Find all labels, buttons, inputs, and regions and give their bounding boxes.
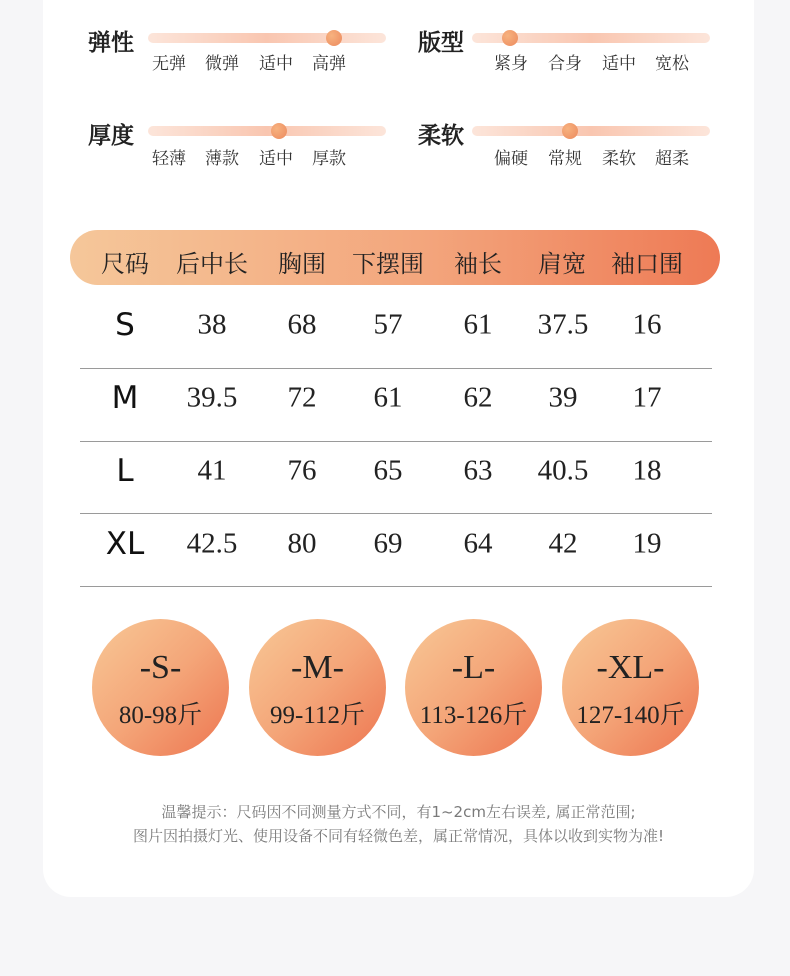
- weight-circle-l: [405, 619, 542, 756]
- weight-circle-xl: [562, 619, 699, 756]
- attribute-option: 超柔: [655, 149, 689, 169]
- attribute-option: 轻薄: [152, 149, 186, 169]
- measurement-cell: 68: [287, 308, 317, 341]
- row-divider: [80, 586, 712, 587]
- measurement-cell: 41: [197, 454, 227, 487]
- measurement-note: 温馨提示：尺码因不同测量方式不同，有1~2cm左右误差, 属正常范围;: [161, 803, 636, 821]
- measurement-cell: 39.5: [186, 381, 238, 414]
- weight-circle-s: [92, 619, 229, 756]
- attribute-option: 适中: [259, 149, 293, 169]
- measurement-cell: 63: [463, 454, 493, 487]
- attribute-option: 厚款: [312, 149, 346, 169]
- header-chest: 胸围: [278, 250, 326, 278]
- weight-circle-m: [249, 619, 386, 756]
- attribute-marker: [271, 123, 287, 139]
- attribute-option: 高弹: [312, 54, 346, 74]
- measurement-cell: 61: [463, 308, 493, 341]
- row-divider: [80, 368, 712, 369]
- size-table-header: [70, 230, 720, 285]
- row-divider: [80, 441, 712, 442]
- circle-size-label: -XL-: [596, 649, 665, 686]
- attribute-option: 薄款: [205, 149, 239, 169]
- circle-size-label: -L-: [451, 649, 496, 686]
- header-hem: 下摆围: [352, 250, 424, 278]
- size-label-cell: M: [111, 380, 139, 416]
- circle-weight-range: 80-98斤: [118, 702, 203, 729]
- attribute-scale: [148, 126, 386, 136]
- measurement-cell: 76: [287, 454, 317, 487]
- measurement-cell: 18: [632, 454, 662, 487]
- attribute-option: 偏硬: [494, 149, 528, 169]
- attribute-marker: [326, 30, 342, 46]
- circle-weight-range: 113-126斤: [419, 702, 528, 729]
- attribute-option: 常规: [548, 149, 582, 169]
- attribute-label: 版型: [418, 30, 464, 56]
- attribute-label: 柔软: [418, 123, 464, 149]
- measurement-cell: 42: [548, 527, 578, 560]
- attribute-option: 适中: [602, 54, 636, 74]
- attribute-option: 宽松: [655, 54, 689, 74]
- size-label-cell: XL: [105, 526, 145, 562]
- measurement-cell: 80: [287, 527, 317, 560]
- attribute-option: 柔软: [602, 149, 636, 169]
- measurement-cell: 57: [373, 308, 403, 341]
- attribute-scale: [472, 126, 710, 136]
- attribute-label: 弹性: [88, 30, 134, 56]
- measurement-cell: 69: [373, 527, 403, 560]
- measurement-cell: 61: [373, 381, 403, 414]
- measurement-cell: 39: [548, 381, 578, 414]
- header-back-length: 后中长: [176, 250, 248, 278]
- circle-size-label: -S-: [139, 649, 182, 686]
- attribute-option: 微弹: [205, 54, 239, 74]
- measurement-cell: 40.5: [537, 454, 589, 487]
- header-sleeve-length: 袖长: [454, 250, 502, 278]
- attribute-scale: [472, 33, 710, 43]
- color-note: 图片因拍摄灯光、使用设备不同有轻微色差，属正常情况，具体以收到实物为准!: [132, 827, 665, 845]
- measurement-cell: 62: [463, 381, 493, 414]
- header-shoulder: 肩宽: [538, 250, 586, 278]
- header-size: 尺码: [101, 250, 149, 278]
- size-label-cell: S: [115, 307, 135, 343]
- attribute-option: 适中: [259, 54, 293, 74]
- measurement-cell: 64: [463, 527, 493, 560]
- measurement-cell: 19: [632, 527, 662, 560]
- measurement-cell: 72: [287, 381, 317, 414]
- size-label-cell: L: [116, 453, 134, 489]
- attribute-option: 无弹: [152, 54, 186, 74]
- measurement-cell: 37.5: [537, 308, 589, 341]
- measurement-cell: 17: [632, 381, 662, 414]
- measurement-cell: 16: [632, 308, 662, 341]
- attribute-label: 厚度: [88, 123, 134, 149]
- circle-weight-range: 127-140斤: [576, 702, 685, 729]
- measurement-cell: 65: [373, 454, 403, 487]
- attribute-marker: [562, 123, 578, 139]
- header-cuff: 袖口围: [611, 250, 683, 278]
- circle-size-label: -M-: [291, 649, 344, 686]
- attribute-marker: [502, 30, 518, 46]
- measurement-cell: 38: [197, 308, 227, 341]
- measurement-cell: 42.5: [186, 527, 238, 560]
- attribute-scale: [148, 33, 386, 43]
- row-divider: [80, 513, 712, 514]
- attribute-option: 合身: [548, 54, 582, 74]
- attribute-option: 紧身: [494, 54, 528, 74]
- circle-weight-range: 99-112斤: [270, 702, 365, 729]
